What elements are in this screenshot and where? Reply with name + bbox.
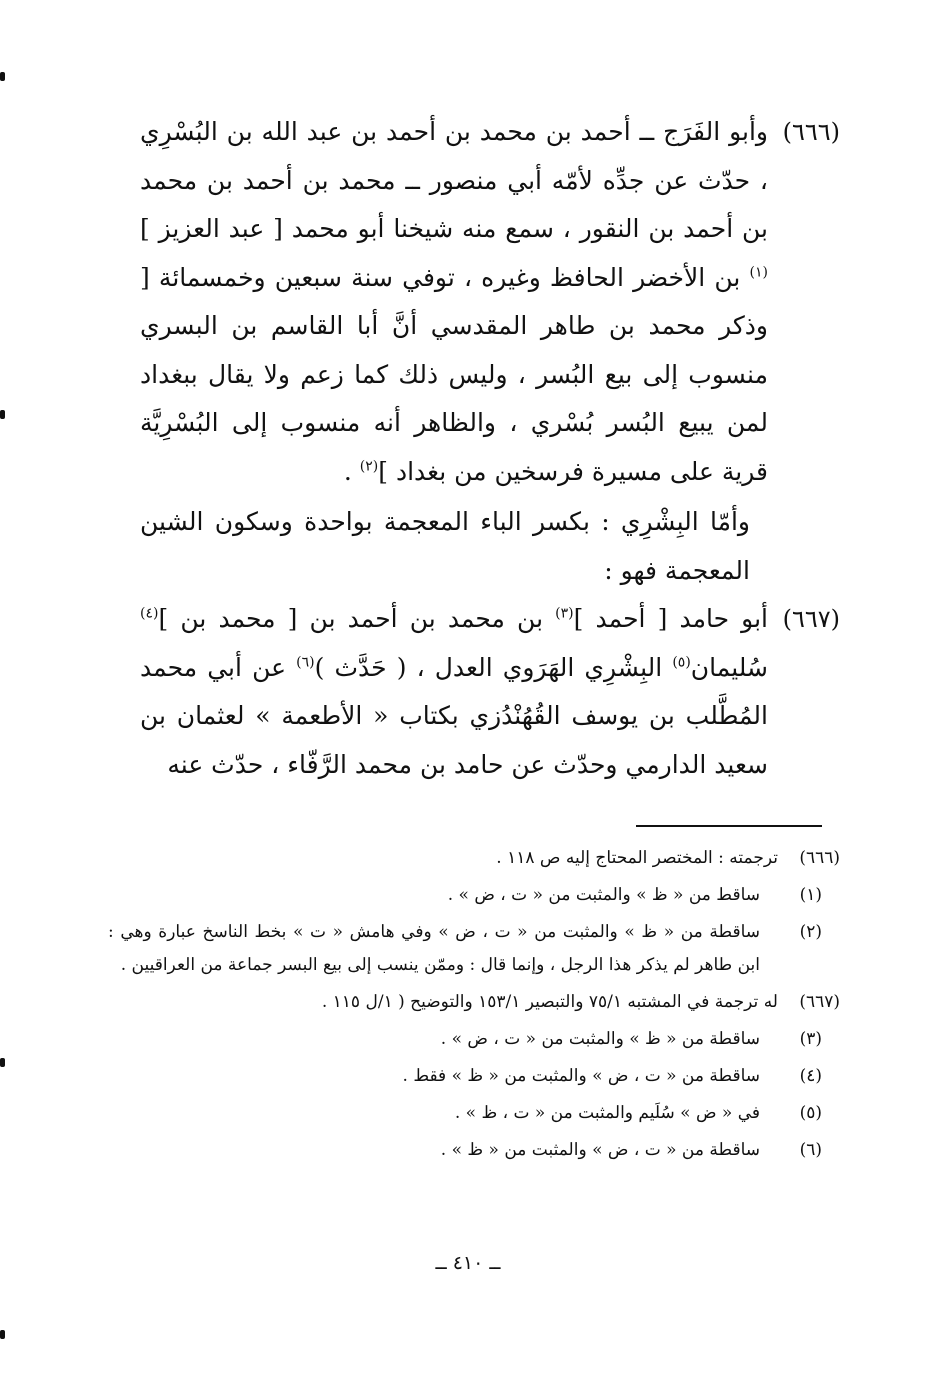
entry-text: البِشْرِي الهَرَوي العدل ، ( حَدَّث ) — [314, 652, 673, 682]
margin-mark — [0, 72, 5, 81]
footnote-text: له ترجمة في المشتبه ٧٥/١ والتبصير ١٥٣/١ والتوضيح ( ١/ل ١١٥ . — [321, 992, 778, 1012]
footnote-number: (٦) — [799, 1140, 822, 1160]
main-text — [140, 108, 840, 789]
entry-666 — [140, 108, 840, 496]
footnote-text: ساقطة من « ت ، ض » والمثبت من « ظ » . — [440, 1140, 760, 1160]
footnote — [108, 916, 840, 982]
entry-text: بن الأخضر الحافظ وغيره ، توفي سنة سبعين وخمسمائة [ وذكر محمد بن طاهر المقدسي أنَّ أبا القاسم بن البسري منسوب إلى بيع البُسر ، وليس ذلك كما زعم ولا يقال ببغداد لمن يبيع البُسر بُسْري ، والظاهر أنه منسوب إلى البُسْرِيَّة قرية على مسيرة فرسخين من بغداد ] — [140, 262, 768, 486]
entry-text: . — [343, 456, 360, 486]
entry-text: بن محمد بن أحمد بن [ محمد بن ] — [158, 604, 556, 633]
footnote-number: (٦٦٦) — [799, 848, 840, 868]
entry-667 — [140, 595, 840, 789]
footnote-number: (٦٦٧) — [799, 992, 840, 1012]
margin-mark — [0, 410, 5, 419]
footnote-text: في « ض » سُلَيم والمثبت من « ت ، ظ » . — [454, 1103, 760, 1123]
entry-text: عن أبي محمد المُطَّلب بن يوسف القُهُنْدُزي بكتاب « الأطعمة » لعثمان بن سعيد الدارمي وحدّث عن حامد بن محمد الرَّفّاء ، حدّث عنه — [140, 652, 768, 779]
footnote-number: (٤) — [799, 1066, 822, 1086]
footnote-ref: (٢) — [359, 458, 379, 475]
footnote-ref: (٣) — [555, 605, 574, 622]
footnote — [108, 879, 840, 912]
footnote — [108, 1097, 840, 1130]
margin-mark — [0, 1058, 5, 1067]
footnote-number: (١) — [799, 885, 822, 905]
footnote-number: (٢) — [799, 922, 822, 942]
footnotes — [108, 842, 840, 1171]
paragraph-bishri: وأمّا البِشْرِي : بكسر الباء المعجمة بواحدة وسكون الشين المعجمة فهو : — [140, 507, 750, 585]
footnote — [108, 1023, 840, 1056]
footnote-separator — [636, 825, 822, 827]
page-number: ــ ٤١٠ ــ — [435, 1252, 501, 1274]
footnote — [108, 1060, 840, 1093]
footnote-text: ساقطة من « ظ » والمثبت من « ت ، ض » وفي هامش « ت » بخط الناسخ عبارة وهي : ابن طاهر لم يذكر هذا الرجل ، وإنما قال : وممّن ينسب إلى بيع البسر جماعة من العراقيين . — [108, 922, 760, 975]
footnote-text: ساقطة من « ت ، ض » والمثبت من « ظ » فقط . — [402, 1066, 760, 1086]
footnote-ref: (٤) — [140, 605, 159, 622]
footnote-text: ساقطة من « ظ » والمثبت من « ت ، ض » . — [440, 1029, 760, 1049]
footnote — [108, 842, 840, 875]
entry-number: (٦٦٧) — [782, 605, 840, 633]
footnote-text: ترجمته : المختصر المحتاج إليه ص ١١٨ . — [496, 848, 778, 868]
footnote-number: (٣) — [799, 1029, 822, 1049]
footnote-ref: (٥) — [672, 654, 691, 671]
footnote-ref: (١) — [749, 264, 768, 281]
entry-text: وأبو الفَرَج ــ أحمد بن محمد بن أحمد بن عبد الله بن البُسْرِي ، حدّث عن جدِّه لأمّه أبي منصور ــ محمد بن أحمد بن محمد بن أحمد بن النقور ، سمع منه شيخنا أبو محمد [ عبد العزيز ] — [140, 117, 768, 243]
footnote-text: ساقط من « ظ » والمثبت من « ت ، ض » . — [447, 885, 760, 905]
footnote-ref: (٦) — [296, 654, 315, 671]
entry-text: سُليمان — [690, 652, 768, 682]
footnote — [108, 986, 840, 1019]
entry-number: (٦٦٦) — [782, 118, 840, 146]
margin-mark — [0, 1330, 5, 1339]
entry-text: أبو حامد [ أحمد ] — [573, 604, 768, 633]
footnote — [108, 1134, 840, 1167]
footnote-number: (٥) — [799, 1103, 822, 1123]
